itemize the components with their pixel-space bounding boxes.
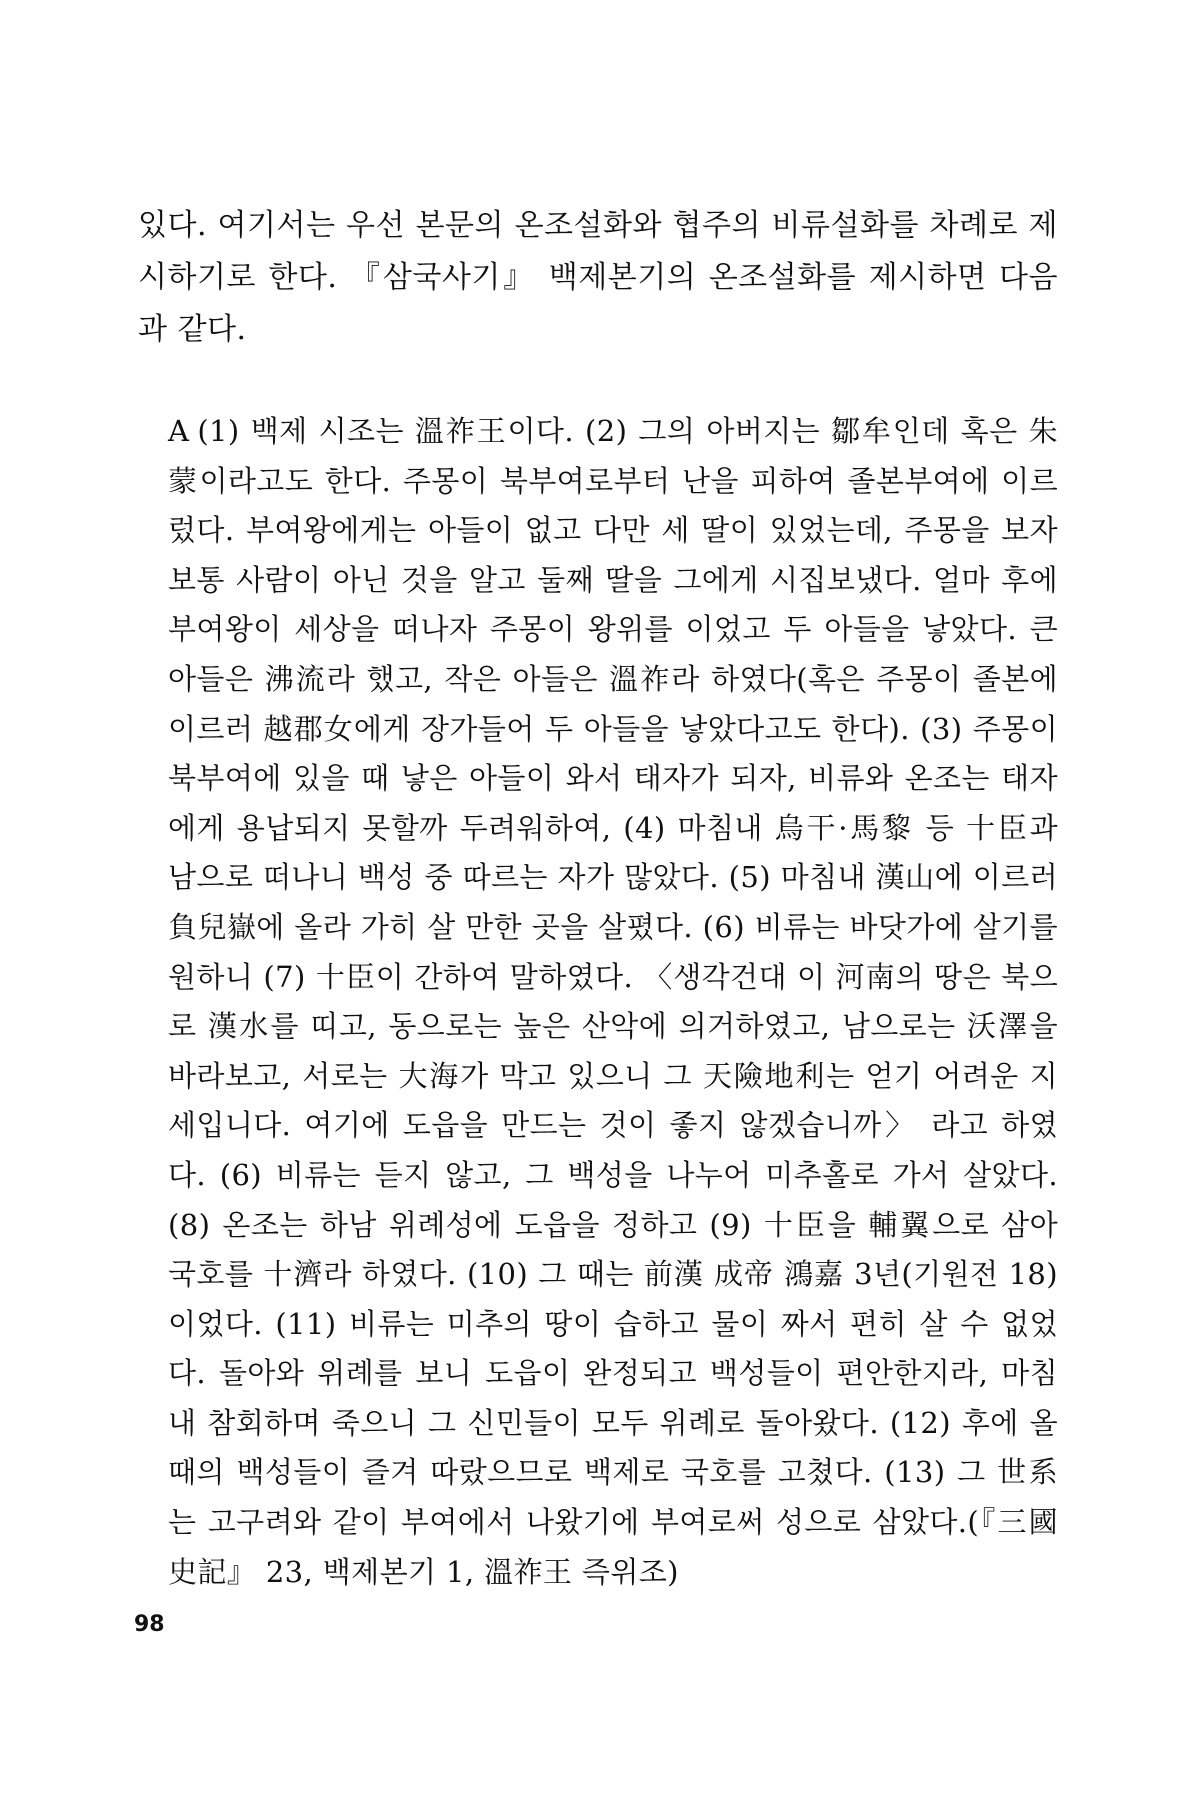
intro-paragraph: 있다. 여기서는 우선 본문의 온조설화와 협주의 비류설화를 차례로 제시하기로 한다. 『삼국사기』 백제본기의 온조설화를 제시하면 다음과 같다.: [138, 208, 1058, 347]
quote-text: (1) 백제 시조는 溫祚王이다. (2) 그의 아버지는 鄒牟인데 혹은 朱蒙이라고도 한다. 주몽이 북부여로부터 난을 피하여 졸본부여에 이르렀다. 부여왕에게는 아들이 없고 다만 세 딸이 있었는데, 주몽을 보자 보통 사람이 아닌 것을 알고 둘째 딸을 그에게 시집보냈다. 얼마 후에 부여왕이 세상을 떠나자 주몽이 왕위를 이었고 두 아들을 낳았다. 큰아들은 沸流라 했고, 작은 아들은 溫祚라 하였다(혹은 주몽이 졸본에 이르러 越郡女에게 장가들어 두 아들을 낳았다고도 한다). (3) 주몽이 북부여에 있을 때 낳은 아들이 와서 태자가 되자, 비류와 온조는 태자에게 용납되지 못할까 두려워하여, (4) 마침내 烏干·馬黎 등 十臣과 남으로 떠나니 백성 중 따르는 자가 많았다. (5) 마침내 漢山에 이르러 負兒嶽에 올라 가히 살 만한 곳을 살폈다. (6) 비류는 바닷가에 살기를 원하니 (7) 十臣이 간하여 말하였다. 〈생각건대 이 河南의 땅은 북으로 漢水를 띠고, 동으로는 높은 산악에 의거하였고, 남으로는 沃澤을 바라보고, 서로는 大海가 막고 있으니 그 天險地利는 얻기 어려운 지세입니다. 여기에 도읍을 만드는 것이 좋지 않겠습니까〉 라고 하였다. (6) 비류는 듣지 않고, 그 백성을 나누어 미추홀로 가서 살았다. (8) 온조는 하남 위례성에 도읍을 정하고 (9) 十臣을 輔翼으로 삼아 국호를 十濟라 하였다. (10) 그 때는 前漢 成帝 鴻嘉 3년(기원전 18)이었다. (11) 비류는 미추의 땅이 습하고 물이 짜서 편히 살 수 없었다. 돌아와 위례를 보니 도읍이 완정되고 백성들이 편안한지라, 마침내 참회하며 죽으니 그 신민들이 모두 위례로 돌아왔다. (12) 후에 올 때의 백성들이 즐겨 따랐으므로 백제로 국호를 고쳤다. (13) 그 世系는 고구려와 같이 부여에서 나왔기에 부여로써 성으로 삼았다.(『三國史記』 23, 백제본기 1, 溫祚王 즉위조): [168, 414, 1058, 1589]
page-number: 98: [134, 1612, 165, 1637]
quoted-passage: [168, 407, 1058, 1597]
quote-label: A: [168, 414, 190, 448]
